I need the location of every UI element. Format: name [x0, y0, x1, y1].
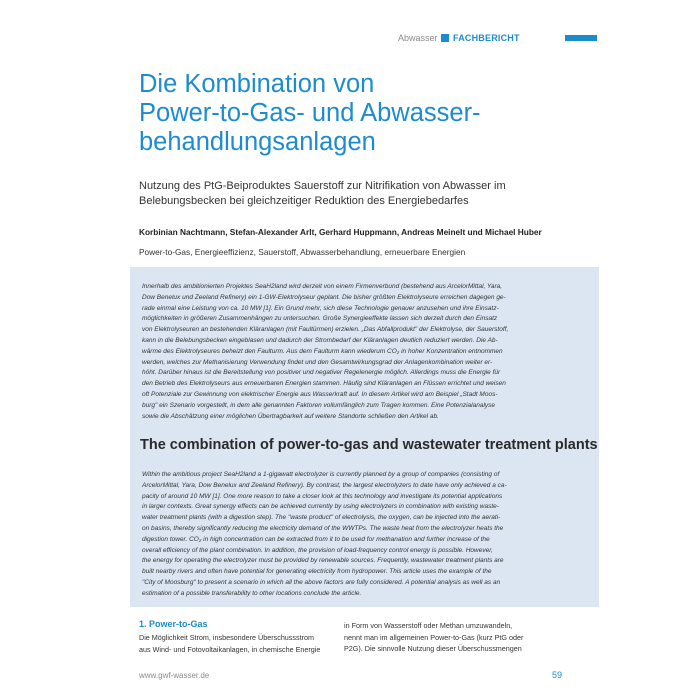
running-header [0, 31, 700, 45]
body-column-right: in Form von Wasserstoff oder Methan umzuwandeln, nennt man im allgemeinen Power-to-Gas (kurz PtG oder P2G). Die sinnvolle Nutzung dieser Überschussmengen [344, 621, 524, 653]
footer-url: www.gwf-wasser.de [139, 671, 210, 680]
abstract-english: Within the ambitious project SeaH2land a 1-gigawatt electrolyzer is currently planned by a group of companies (consisting of ArcelorMittal, Yara, Dow Benelux and Zeeland Refinery). By contrast, the largest electrolyzers to date have only achieved a ca- pacity of around 10 MW [1]. One more reason to take a closer look at this technology and investigate its potential applications in larger contexts. Great synergy effects can be achieved currently by using electrolyzers in combination with existing waste- water treatment plants (with a digestion step). The "waste product" of electrolysis, the oxygen, can be injected into the aerati- on basins, thereby significantly reducing the electricity demand of the WWTPs. The waste heat from the electrolyzer heats the digestion tower. CO₂ in high concentration can be extracted from it to be used for methanation and further increase of the overall efficiency of the plant combination. In addition, the provision of load-frequency control energy is possible. However, the energy for operating the electrolyzer must be provided by renewable sources. Frequently, wastewater treatment plants are built nearby rivers and often have potential for generating electricity from hydropower. This article uses the example of the "City of Moosburg" to present a scenario in which all the above factors are fully considered. A potential analysis as well as an estimation of a possible transferability to other locations conclude the article. [142, 471, 507, 597]
article-authors: Korbinian Nachtmann, Stefan-Alexander Arlt, Gerhard Huppmann, Andreas Meinelt und Michael Huber [139, 227, 542, 237]
header-section-label: Abwasser [398, 33, 438, 43]
article-keywords: Power-to-Gas, Energieeffizienz, Sauerstoff, Abwasserbehandlung, erneuerbare Energien [139, 247, 466, 257]
abstract-german: Innerhalb des ambitionierten Projektes SeaH2land wird derzeit von einem Firmenverbund (bestehend aus ArcelorMittal, Yara, Dow Benelux und Zeeland Refinery) ein 1-GW-Elektrolyseur geplant. Die bisher größten Elektrolyseure erreichen dagegen ge- rade einmal eine Leistung von ca. 10 MW [1]. Ein Grund mehr, sich diese Technologie genauer anzusehen und ihre Einsatz- möglichkeiten in größeren Zusammenhängen zu untersuchen. Große Synergieeffekte lassen sich derzeit durch den Einsatz von Elektrolyseuren an bestehenden Kläranlagen (mit Faultürmen) erzielen. „Das Abfallprodukt" der Elektrolyse, der Sauerstoff, kann in die Belebungsbecken eingeblasen und dadurch der Strombedarf der Kläranlagen deutlich reduziert werden. Die Ab- wärme des Elektrolyseures beheizt den Faulturm. Aus dem Faulturm kann wiederum CO₂ in hoher Konzentration entnommen werden, welches zur Methanisierung Verwendung findet und den Gesamtwirkungsgrad der Anlagenkombination weiter er- höht. Darüber hinaus ist die Bereitstellung von positiver und negativer Regelenergie möglich. Allerdings muss die Energie für den Betrieb des Elektrolyseurs aus erneuerbaren Energien stammen. Häufig sind Kläranlagen an Flüssen errichtet und weisen oft Potenziale zur Gewinnung von elektrischer Energie aus Wasserkraft auf. In diesem Artikel wird am Beispiel „Stadt Moos- burg" ein Szenario vorgestellt, in dem alle genannten Faktoren vollumfänglich zum Tragen kommen. Eine Potenzialanalyse sowie die Abschätzung einer möglichen Übertragbarkeit auf weitere Standorte schließen den Artikel ab. [142, 283, 509, 420]
section-heading: 1. Power-to-Gas [139, 619, 208, 629]
page-number: 59 [552, 670, 563, 680]
body-column-left: Die Möglichkeit Strom, insbesondere Überschussstrom aus Wind- und Fotovoltaikanlagen, in chemische Energie [139, 633, 321, 654]
header-article-kind: FACHBERICHT [453, 33, 520, 43]
article-subtitle: Nutzung des PtG-Beiproduktes Sauerstoff zur Nitrifikation von Abwasser im Belebungsbecken bei gleichzeitiger Reduktion des Energiebedarfes [139, 180, 506, 207]
article-title: Die Kombination von Power-to-Gas- und Abwasser- behandlungsanlagen [139, 70, 481, 156]
header-accent-bar [565, 35, 597, 41]
english-title: The combination of power-to-gas and wastewater treatment plants [140, 437, 598, 453]
header-square-marker [441, 34, 449, 42]
